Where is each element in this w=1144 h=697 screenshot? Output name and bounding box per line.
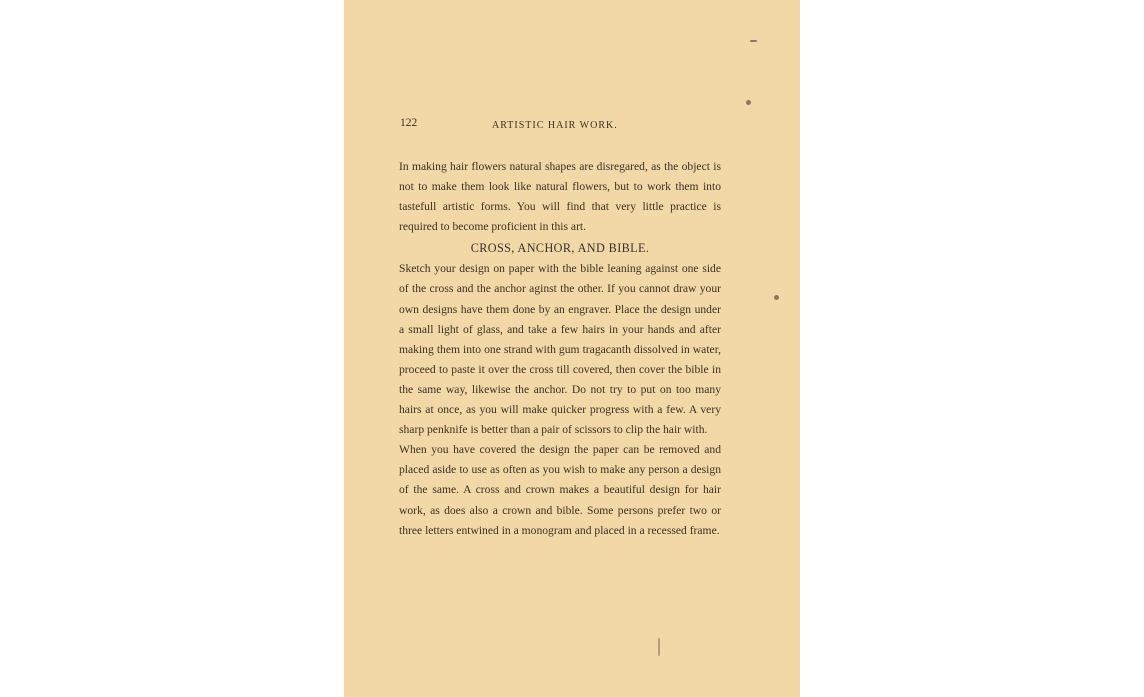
page-number: 122 <box>400 117 418 129</box>
paper-speck <box>774 295 779 300</box>
book-page <box>344 0 800 697</box>
section-paragraph: Sketch your design on paper with the bible leaning against one side of the cross and the anchor aginst the other. If you cannot draw your own designs have them done by an engraver. Place the design under a small light of glass, and take a few hairs in your hands and after making them into one strand with gum tragacanth dissolved in water, proceed to paste it over the cross till covered, then cover the bible in the same way, likewise the anchor. Do not try to put on too many hairs at once, as you will make quicker progress with a few. A very sharp penknife is better than a pair of scissors to clip the hair with. <box>399 262 721 437</box>
section-paragraph: When you have covered the design the paper can be removed and placed aside to use as often as you wish to make any person a design of the same. A cross and crown makes a beautiful design for hair work, as does also a crown and bible. Some persons prefer two or three letters entwined in a monogram and placed in a recessed frame. <box>399 443 721 537</box>
page-header <box>400 117 720 135</box>
section-heading: CROSS, ANCHOR, AND BIBLE. <box>470 241 650 256</box>
running-title: ARTISTIC HAIR WORK. <box>492 120 618 131</box>
page-body <box>399 157 721 541</box>
intro-paragraph: In making hair flowers natural shapes are disregared, as the object is not to make them look like natural flowers, but to work them into tastefull artistic forms. You will find that very little practice is required to become proficient in this art. <box>399 160 721 234</box>
paper-speck <box>746 100 751 105</box>
paper-speck <box>658 638 660 656</box>
paper-speck <box>750 40 757 42</box>
